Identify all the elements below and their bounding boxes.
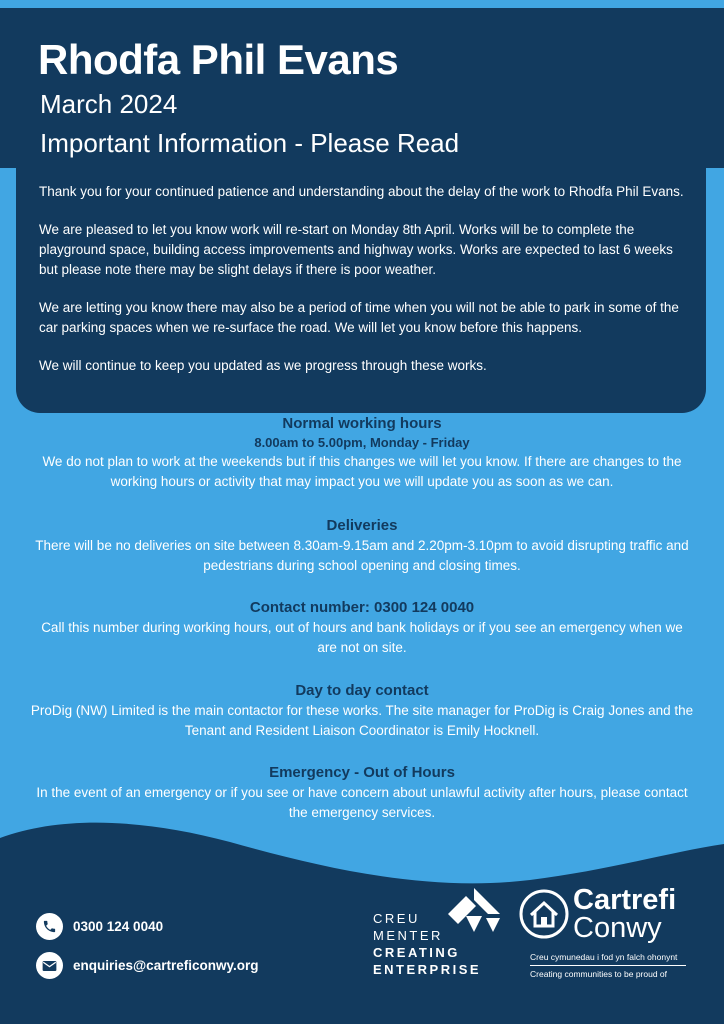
section-body: ProDig (NW) Limited is the main contactor for these works. The site manager for ProDig is Craig Jones and the Tenant and Resident Liaison Coordinator is Emily Hocknell.	[30, 703, 694, 738]
section-working-hours	[30, 414, 694, 492]
section-day-to-day-contact	[30, 681, 694, 741]
cartrefi-word: Cartrefi	[573, 884, 677, 916]
tagline-welsh: Creu cymunedau i fod yn falch ohonynt	[530, 952, 686, 966]
section-title: Normal working hours	[282, 415, 442, 432]
section-body: In the event of an emergency or if you see or have concern about unlawful activity after hours, please contact the emergency services.	[36, 785, 688, 820]
section-body: There will be no deliveries on site between 8.30am-9.15am and 2.20pm-3.10pm to avoid disrupting traffic and pedestrians during school opening and closing times.	[35, 538, 689, 573]
conwy-word: Conwy	[573, 912, 662, 944]
section-deliveries	[30, 516, 694, 576]
date-label: March 2024	[40, 89, 178, 119]
intro-paragraph: We are letting you know there may also be a period of time when you will not be able to park in some of the car parking spaces when we re-surface the road. We will let you know before this happens.	[39, 300, 679, 335]
section-title: Emergency - Out of Hours	[269, 764, 455, 781]
phone-icon	[36, 913, 63, 940]
section-body: We do not plan to work at the weekends but if this changes we will let you know. If there are changes to the working hours or activity that may impact you we will update you as soon as we can.	[42, 454, 682, 489]
tagline-english: Creating communities to be proud of	[530, 969, 668, 979]
footer-email[interactable]	[36, 952, 258, 979]
menter-line: MENTER	[373, 928, 443, 943]
notice-subtitle: Important Information - Please Read	[40, 128, 460, 158]
enterprise-line: ENTERPRISE	[373, 962, 482, 977]
creu-menter-logo-text	[373, 910, 481, 978]
creu-line: CREU	[373, 911, 420, 926]
section-title: Day to day contact	[295, 682, 429, 699]
section-title: Deliveries	[326, 517, 398, 534]
cartrefi-house-logo-icon	[518, 888, 570, 940]
intro-paragraph: We will continue to keep you updated as we progress through these works.	[39, 358, 487, 373]
intro-paragraph: Thank you for your continued patience and understanding about the delay of the work to Rhodfa Phil Evans.	[39, 184, 684, 199]
email-address: enquiries@cartreficonwy.org	[73, 958, 259, 973]
intro-text	[39, 182, 689, 394]
page-title: Rhodfa Phil Evans	[38, 36, 399, 83]
section-body: Call this number during working hours, out of hours and bank holidays or if you see an emergency when we are not on site.	[41, 620, 683, 655]
cartrefi-conwy-logo-text	[573, 886, 676, 942]
section-title: Contact number: 0300 124 0040	[249, 599, 475, 616]
section-contact-number	[30, 598, 694, 658]
mail-icon	[36, 952, 63, 979]
footer-phone[interactable]	[36, 913, 163, 940]
phone-number: 0300 124 0040	[73, 919, 164, 934]
creating-line: CREATING	[373, 945, 460, 960]
section-subtitle: 8.00am to 5.00pm, Monday - Friday	[254, 435, 470, 450]
top-accent-strip	[0, 0, 724, 8]
intro-paragraph: We are pleased to let you know work will re-start on Monday 8th April. Works will be to complete the playground space, building access improvements and highway works. Works are expected to last 6 weeks but please note there may be slight delays if there is poor weather.	[39, 222, 673, 277]
